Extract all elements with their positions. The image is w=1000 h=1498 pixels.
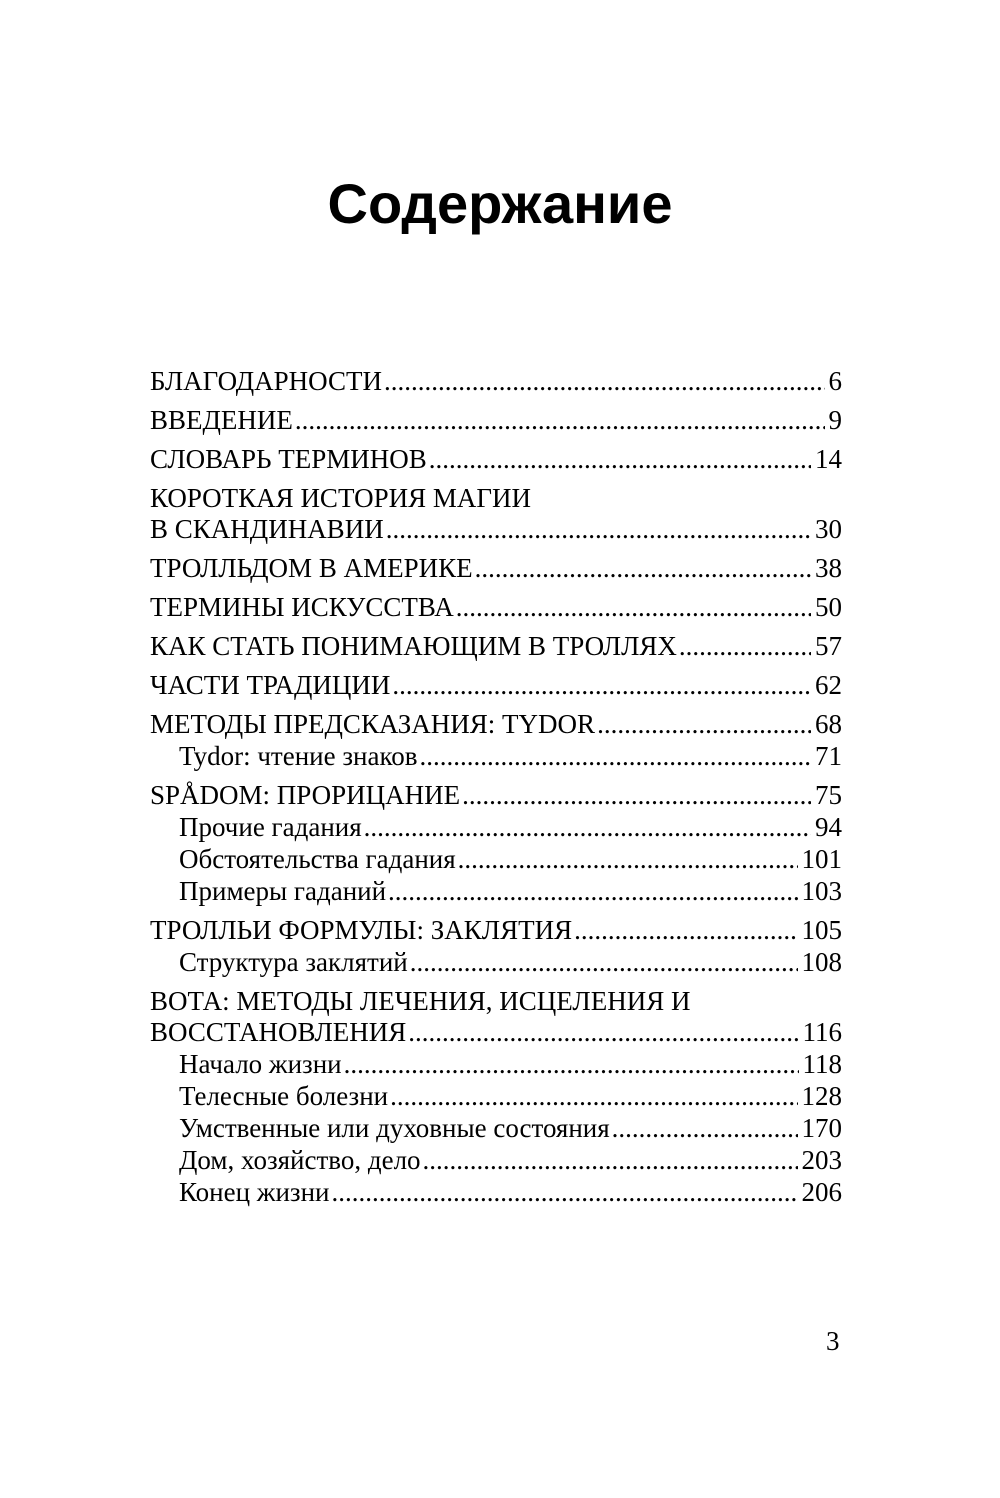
toc-entry-label-line2: В СКАНДИНАВИИ bbox=[150, 514, 384, 544]
dot-leader bbox=[419, 741, 811, 772]
toc-subentry-end-of-life[interactable] bbox=[150, 1177, 842, 1208]
toc-entry-page: 62 bbox=[815, 670, 842, 700]
dot-leader bbox=[462, 780, 811, 811]
toc-entry-label: Прочие гадания bbox=[179, 812, 362, 842]
toc-entry-label: ЧАСТИ ТРАДИЦИИ bbox=[150, 670, 391, 700]
dot-leader bbox=[388, 876, 797, 907]
toc-subentry-bodily-ailments[interactable] bbox=[150, 1081, 842, 1112]
toc-entry-page: 108 bbox=[801, 947, 842, 977]
toc-entry-page: 6 bbox=[828, 366, 842, 396]
toc-entry-label: Обстоятельства гадания bbox=[179, 844, 456, 874]
toc-entry-label: ТЕРМИНЫ ИСКУССТВА bbox=[150, 592, 454, 622]
toc-entry-page: 94 bbox=[815, 812, 842, 842]
toc-subentry-beginning-of-life[interactable] bbox=[150, 1049, 842, 1080]
dot-leader bbox=[475, 553, 811, 584]
toc-entry-formulas[interactable] bbox=[150, 915, 842, 946]
dot-leader bbox=[331, 1177, 797, 1208]
toc-entry-page: 30 bbox=[815, 514, 842, 544]
toc-entry-page: 170 bbox=[801, 1113, 842, 1143]
toc-entry-label-line2: ВОССТАНОВЛЕНИЯ bbox=[150, 1017, 407, 1047]
dot-leader bbox=[612, 1113, 798, 1144]
toc-entry-tydor[interactable] bbox=[150, 709, 842, 740]
toc-entry-label-line1: КОРОТКАЯ ИСТОРИЯ МАГИИ bbox=[150, 483, 531, 513]
dot-leader bbox=[458, 844, 798, 875]
toc-subentry-tydor-signs[interactable] bbox=[150, 741, 842, 772]
dot-leader bbox=[574, 915, 797, 946]
toc-entry-label: Умственные или духовные состояния bbox=[179, 1113, 610, 1143]
toc-entry-label: МЕТОДЫ ПРЕДСКАЗАНИЯ: TYDOR bbox=[150, 709, 596, 739]
toc-entry-introduction[interactable] bbox=[150, 405, 842, 436]
dot-leader bbox=[429, 444, 811, 475]
toc-entry-tradition-parts[interactable] bbox=[150, 670, 842, 701]
dot-leader bbox=[423, 1145, 798, 1176]
toc-entry-history[interactable] bbox=[150, 483, 842, 545]
toc-entry-label-line1: ВОТА: МЕТОДЫ ЛЕЧЕНИЯ, ИСЦЕЛЕНИЯ И bbox=[150, 986, 691, 1016]
toc-entry-trolldom-america[interactable] bbox=[150, 553, 842, 584]
toc-entry-label: СЛОВАРЬ ТЕРМИНОВ bbox=[150, 444, 427, 474]
toc-entry-spadom[interactable] bbox=[150, 780, 842, 811]
dot-leader bbox=[456, 592, 811, 623]
toc-entry-page: 68 bbox=[815, 709, 842, 739]
toc-entry-label: Начало жизни bbox=[179, 1049, 342, 1079]
toc-entry-glossary[interactable] bbox=[150, 444, 842, 475]
toc-subentry-home-business[interactable] bbox=[150, 1145, 842, 1176]
toc-entry-page: 103 bbox=[801, 876, 842, 906]
toc-subentry-other-divinations[interactable] bbox=[150, 812, 842, 843]
toc-subentry-spell-structure[interactable] bbox=[150, 947, 842, 978]
toc-entry-label: Телесные болезни bbox=[179, 1081, 389, 1111]
toc-entry-label: БЛАГОДАРНОСТИ bbox=[150, 366, 382, 396]
dot-leader bbox=[390, 1081, 797, 1112]
toc-entry-page: 206 bbox=[801, 1177, 842, 1207]
toc-entry-label: ТРОЛЛЬДОМ В АМЕРИКЕ bbox=[150, 553, 473, 583]
dot-leader bbox=[384, 366, 825, 397]
toc-entry-becoming[interactable] bbox=[150, 631, 842, 662]
dot-leader bbox=[408, 1017, 798, 1048]
dot-leader bbox=[410, 947, 798, 978]
toc-entry-page: 38 bbox=[815, 553, 842, 583]
toc-entry-label: ВВЕДЕНИЕ bbox=[150, 405, 293, 435]
toc-entry-label: Конец жизни bbox=[179, 1177, 330, 1207]
dot-leader bbox=[679, 631, 811, 662]
toc-entry-label: КАК СТАТЬ ПОНИМАЮЩИМ В ТРОЛЛЯХ bbox=[150, 631, 677, 661]
toc-entry-label: Примеры гаданий bbox=[179, 876, 387, 906]
toc-entry-page: 116 bbox=[802, 1017, 842, 1047]
dot-leader bbox=[364, 812, 811, 843]
dot-leader bbox=[295, 405, 825, 436]
toc-subentry-circumstances[interactable] bbox=[150, 844, 842, 875]
toc-entry-terms-of-art[interactable] bbox=[150, 592, 842, 623]
toc-entry-page: 71 bbox=[815, 741, 842, 771]
toc-entry-label: ТРОЛЛЬИ ФОРМУЛЫ: ЗАКЛЯТИЯ bbox=[150, 915, 573, 945]
toc-entry-page: 128 bbox=[801, 1081, 842, 1111]
toc-entry-label: SPÅDOM: ПРОРИЦАНИЕ bbox=[150, 780, 461, 810]
toc-entry-page: 75 bbox=[815, 780, 842, 810]
dot-leader bbox=[597, 709, 811, 740]
table-of-contents bbox=[150, 366, 842, 1208]
toc-subentry-mental-states[interactable] bbox=[150, 1113, 842, 1144]
toc-entry-label: Дом, хозяйство, дело bbox=[179, 1145, 421, 1175]
toc-entry-page: 203 bbox=[801, 1145, 842, 1175]
toc-entry-label: Структура заклятий bbox=[179, 947, 408, 977]
toc-subentry-examples[interactable] bbox=[150, 876, 842, 907]
toc-entry-acknowledgements[interactable] bbox=[150, 366, 842, 397]
dot-leader bbox=[344, 1049, 799, 1080]
toc-entry-page: 105 bbox=[801, 915, 842, 945]
page-title: Содержание bbox=[327, 172, 673, 235]
toc-entry-page: 14 bbox=[815, 444, 842, 474]
toc-entry-page: 101 bbox=[801, 844, 842, 874]
toc-entry-page: 50 bbox=[815, 592, 842, 622]
toc-entry-label: Tydor: чтение знаков bbox=[179, 741, 418, 771]
page-number: 3 bbox=[826, 1326, 840, 1356]
dot-leader bbox=[386, 514, 811, 545]
toc-entry-bota[interactable] bbox=[150, 986, 842, 1048]
toc-entry-page: 57 bbox=[815, 631, 842, 661]
toc-entry-page: 118 bbox=[802, 1049, 842, 1079]
toc-entry-page: 9 bbox=[828, 405, 842, 435]
dot-leader bbox=[392, 670, 811, 701]
